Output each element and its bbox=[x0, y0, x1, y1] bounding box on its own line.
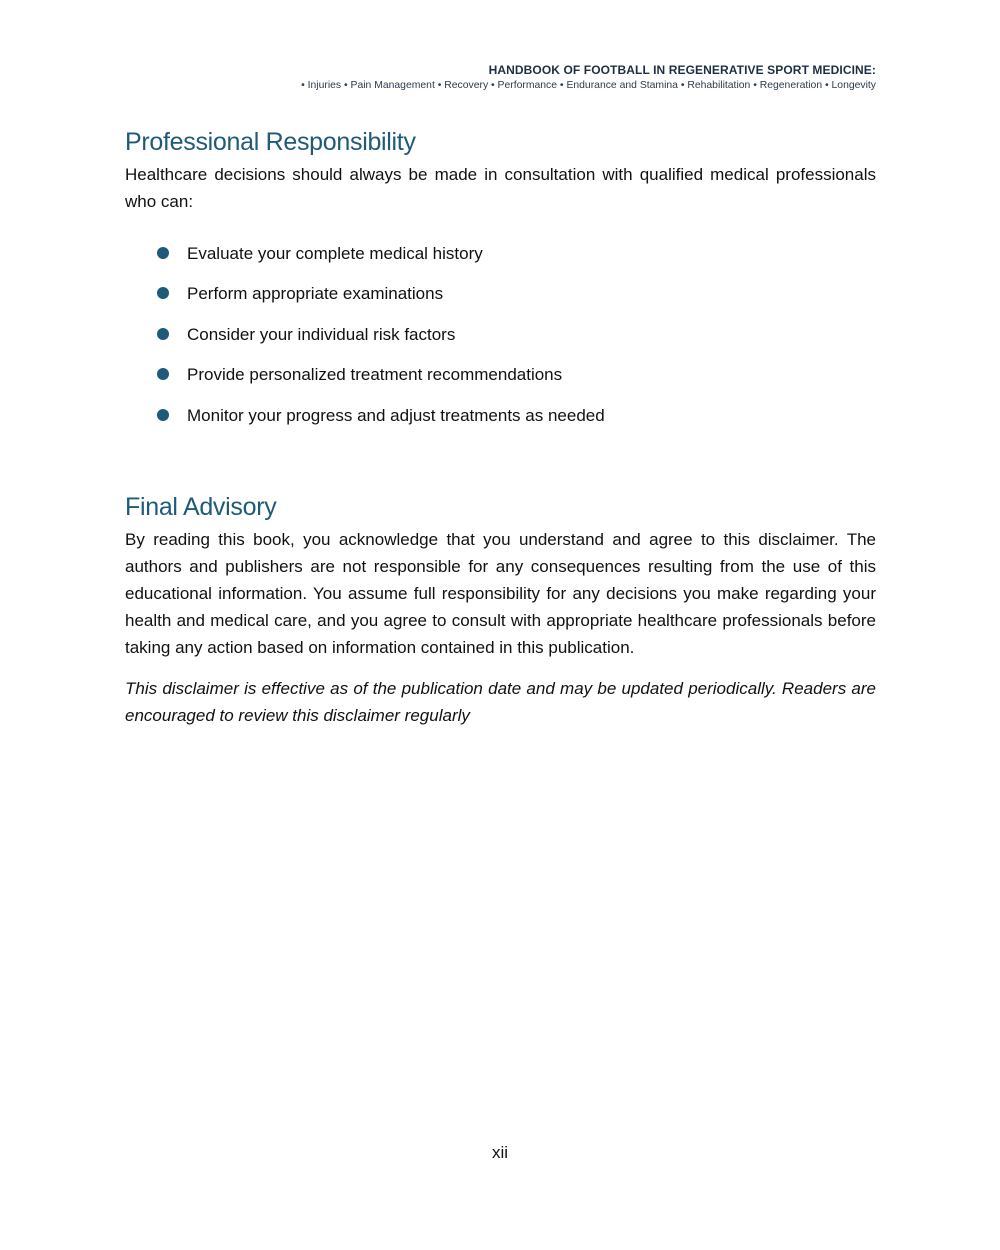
bullet-dot-icon bbox=[157, 368, 169, 380]
list-item-text: Monitor your progress and adjust treatments as needed bbox=[187, 405, 605, 425]
bullet-dot-icon bbox=[157, 247, 169, 259]
list-item bbox=[125, 404, 876, 444]
book-title: HANDBOOK OF FOOTBALL IN REGENERATIVE SPORT MEDICINE: bbox=[488, 63, 876, 77]
section-heading-professional-responsibility: Professional Responsibility bbox=[125, 128, 416, 156]
list-item-text: Evaluate your complete medical history bbox=[187, 244, 483, 263]
final-advisory-section bbox=[125, 492, 876, 729]
book-subtitle: • Injuries • Pain Management • Recovery • Performance • Endurance and Stamina • Rehabilitation • Regeneration • Longevity bbox=[301, 80, 876, 91]
list-item-text: Provide personalized treatment recommendations bbox=[187, 365, 563, 385]
list-item bbox=[125, 363, 876, 403]
bullet-dot-icon bbox=[157, 409, 169, 421]
section-heading-final-advisory: Final Advisory bbox=[125, 493, 277, 521]
list-item bbox=[125, 242, 876, 282]
list-item-text: Consider your individual risk factors bbox=[187, 324, 456, 344]
list-item bbox=[125, 323, 876, 363]
running-header bbox=[301, 62, 876, 94]
bullet-dot-icon bbox=[157, 287, 169, 299]
list-item-text: Perform appropriate examinations bbox=[187, 284, 444, 304]
advisory-paragraph: By reading this book, you acknowledge that you understand and agree to this disclaimer. The authors and publishers are not responsible for any consequences resulting from the use of this educational information. You assume full responsibility for any decisions you make regarding your health and medical care, and you agree to consult with appropriate healthcare professionals before taking any action based on information contained in this publication. bbox=[125, 530, 876, 657]
disclaimer-note: This disclaimer is effective as of the publication date and may be updated periodically. Readers are encouraged to review this disclaimer regularly bbox=[125, 679, 876, 725]
page-number: xii bbox=[491, 1143, 509, 1162]
professional-responsibility-section bbox=[125, 127, 876, 444]
bullet-dot-icon bbox=[157, 328, 169, 340]
list-item bbox=[125, 282, 876, 322]
professional-list bbox=[125, 242, 876, 444]
intro-paragraph: Healthcare decisions should always be made in consultation with qualified medical professionals who can: bbox=[125, 165, 876, 211]
